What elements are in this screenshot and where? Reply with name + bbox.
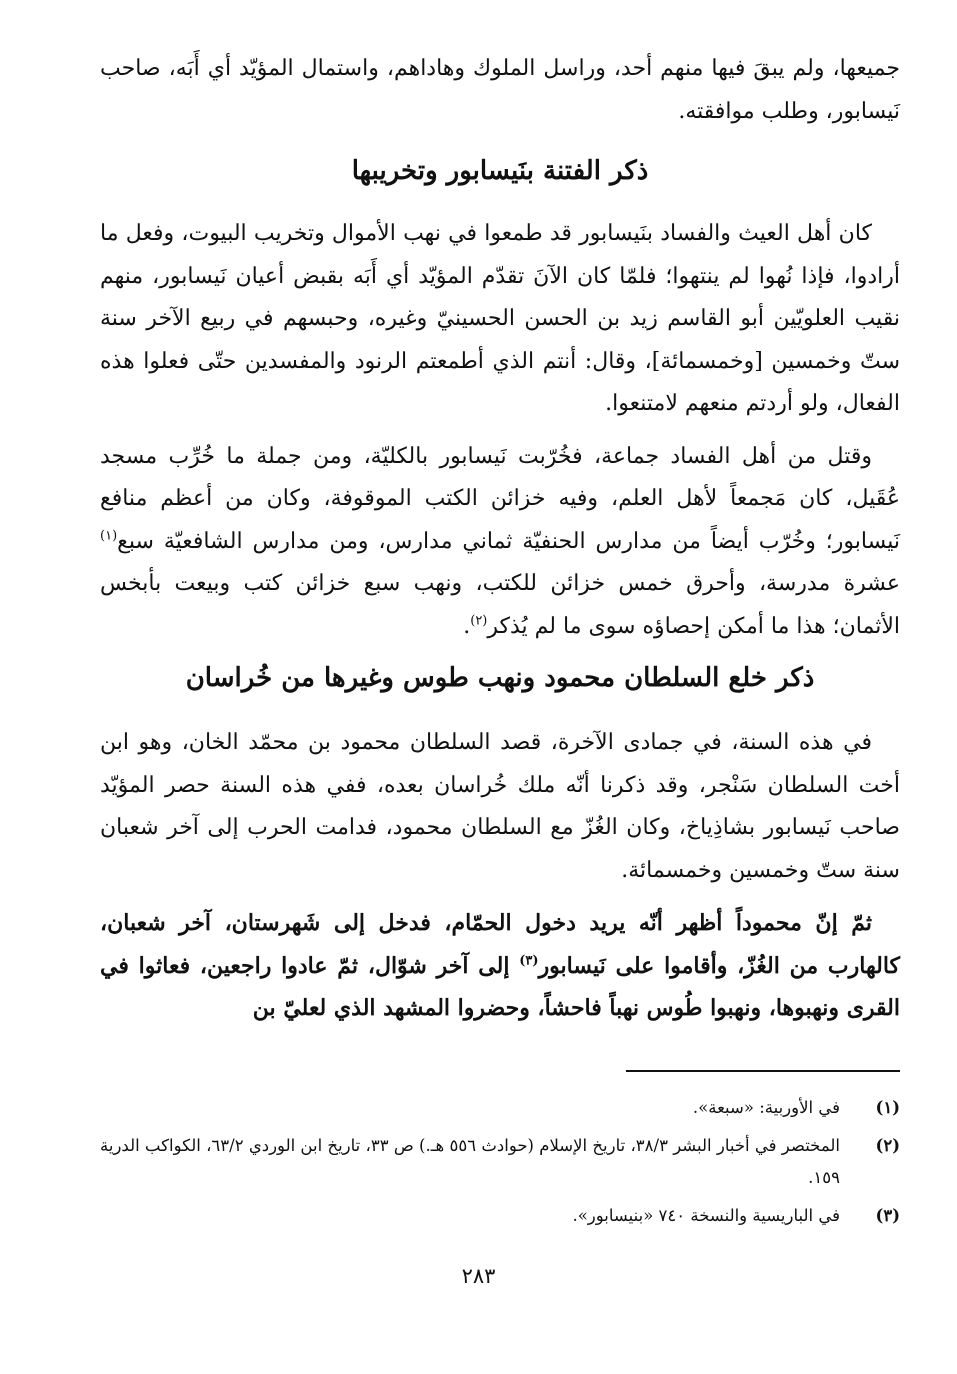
footnote-ref-2[interactable]: (٢) [470, 613, 488, 629]
page-body [100, 48, 900, 1030]
footnote-number: (١) [875, 1098, 900, 1117]
paragraph-text: ثمّ إنّ محموداً أظهر أنّه يريد دخول الحمّام، فدخل إلى شَهرستان، آخر شعبان، كالهارب من الغُزّ، وأقاموا على نَيسابور [100, 910, 900, 979]
footnote-1 [100, 1092, 900, 1124]
footnote-number: (٣) [875, 1206, 900, 1225]
paragraph-text: إلى آخر شوّال، ثمّ عادوا راجعين، فعاثوا في القرى ونهبوها، ونهبوا طُوس نهباً فاحشاً، وحضروا المشهد الذي لعليّ بن [100, 952, 900, 1021]
footnote-ref-1[interactable]: (١) [100, 528, 118, 544]
footnote-divider [626, 1070, 900, 1072]
paragraph-nishapur-corruption: كان أهل العيث والفساد بنَيسابور قد طمعوا في نهب الأموال وتخريب البيوت، وفعل ما أرادوا، فإذا نُهوا لم ينتهوا؛ فلمّا كان الآنَ تقدّم المؤيّد أي أَبَه بقبض أعيان نَيسابور، منهم نقيب العلويّين أبو القاسم زيد بن الحسن الحسينيّ وغيره، وحبسهم في ربيع الآخر سنة ستّ وخمسين [وخمسمائة]، وقال: أنتم الذي أطمعتم الرنود والمفسدين حتّى فعلوا هذه الفعال، ولو أردتم منعهم لامتنعوا. [100, 221, 901, 416]
section-heading-nishapur-strife: ذكر الفتنة بنَيسابور وتخريبها [351, 156, 649, 186]
section-heading-sultan-mahmud: ذكر خلع السلطان محمود ونهب طوس وغيرها من خُراسان [185, 663, 815, 693]
page-number: ٢٨٣ [461, 1264, 496, 1288]
paragraph-sultan-mahmud: في هذه السنة، في جمادى الآخرة، قصد السلطان محمود بن محمّد الخان، وهو ابن أخت السلطان سَنْجر، وقد ذكرنا أنّه ملك خُراسان بعده، ففي هذه السنة حصر المؤيّد صاحب نَيسابور بشاذِياخ، وكان الغُزّ مع السلطان محمود، فدامت الحرب إلى آخر شعبان سنة ستّ وخمسين وخمسمائة. [100, 730, 901, 883]
paragraph-continuation: جميعها، ولم يبقَ فيها منهم أحد، وراسل الملوك وهاداهم، واستمال المؤيّد أي أَبَه، صاحب نَيسابور، وطلب موافقته. [100, 56, 900, 124]
paragraph-text: عشرة مدرسة، وأحرق خمس خزائن للكتب، ونهب سبع خزائن كتب وبيعت بأبخس الأثمان؛ هذا ما أمكن إحصاؤه سوى ما لم يُذكر [100, 571, 900, 639]
paragraph-text: . [463, 613, 471, 639]
footnote-text: في الأوربية: «سبعة». [692, 1098, 840, 1117]
paragraph-text: وقتل من أهل الفساد جماعة، فخُرّبت نَيسابور بالكليّة، ومن جملة ما خُرِّب مسجد عُقَيل، كان مَجمعاً لأهل العلم، وفيه خزائن الكتب الموقوفة، وكان من أعظم منافع نَيسابور؛ وخُرّب أيضاً من مدارس الحنفيّة ثماني مدارس، ومن مدارس الشافعيّة سبع [100, 443, 900, 554]
footnotes [100, 1092, 900, 1238]
footnote-2 [100, 1130, 900, 1194]
footnote-ref-3[interactable]: (٣) [519, 953, 539, 969]
footnote-number: (٢) [875, 1136, 900, 1155]
footnote-text: المختصر في أخبار البشر ٣٨/٣، تاريخ الإسلام (حوادث ٥٥٦ هـ.) ص ٣٣، تاريخ ابن الوردي ٦٣/٢، الكواكب الدرية ١٥٩. [100, 1136, 840, 1187]
paragraph-nishapur-destruction [100, 436, 900, 649]
footnote-text: في الباريسية والنسخة ٧٤٠ «بنيسابور». [572, 1206, 840, 1225]
footnote-3 [100, 1200, 900, 1232]
paragraph-tus-plunder [100, 902, 900, 1030]
